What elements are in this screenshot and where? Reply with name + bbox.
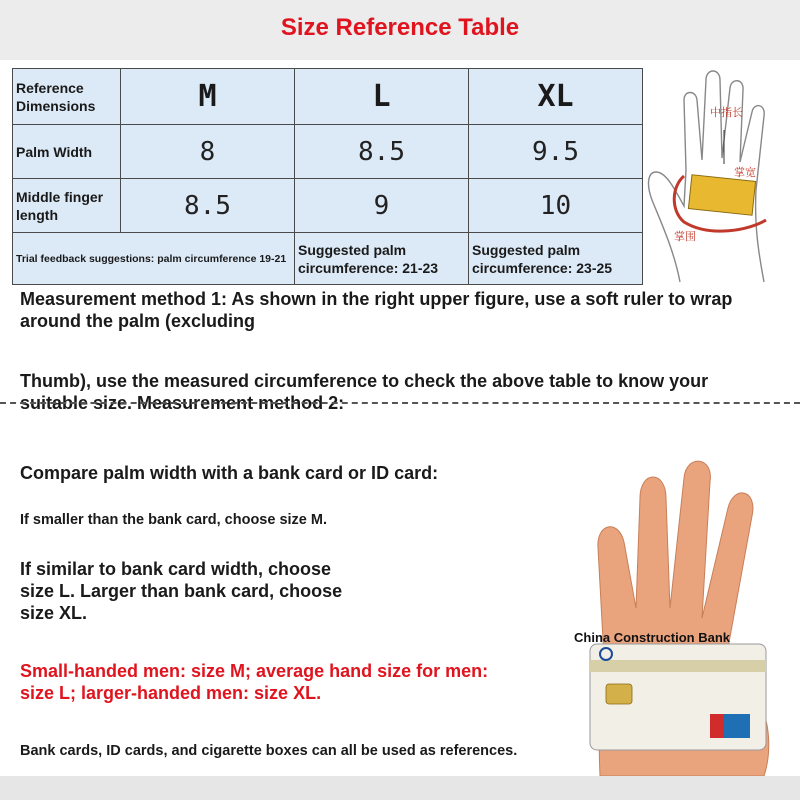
bank-card-label: China Construction Bank xyxy=(574,630,731,645)
xl-suggestion: Suggested palm circumference: 23-25 xyxy=(469,233,643,285)
unionpay-red-band xyxy=(710,714,724,738)
trial-feedback-note: Trial feedback suggestions: palm circumference 19-21 xyxy=(13,233,295,285)
middle-finger-m: 8.5 xyxy=(121,179,295,233)
dashed-divider xyxy=(0,402,800,404)
hand-measurement-diagram xyxy=(640,60,800,286)
table-row xyxy=(13,125,643,179)
size-l-header: L xyxy=(295,69,469,125)
references-text: Bank cards, ID cards, and cigarette boxes can all be used as references. xyxy=(20,743,518,759)
palm-width-l: 8.5 xyxy=(295,125,469,179)
row-label-middle-finger: Middle finger length xyxy=(13,179,121,233)
middle-finger-length-label: 中指长 xyxy=(710,106,743,119)
page-title: Size Reference Table xyxy=(280,14,520,41)
size-xl-header: XL xyxy=(469,69,643,125)
ruler-shape xyxy=(688,175,755,216)
palm-width-label: 掌宽 xyxy=(734,166,756,179)
method1-text-a: Measurement method 1: As shown in the right upper figure, use a soft ruler to wrap around the palm (excluding xyxy=(20,289,733,331)
palm-width-m: 8 xyxy=(121,125,295,179)
row-label-palm-width: Palm Width xyxy=(13,125,121,179)
palm-width-xl: 9.5 xyxy=(469,125,643,179)
card-stripe xyxy=(590,660,766,672)
middle-finger-xl: 10 xyxy=(469,179,643,233)
red-note-text: Small-handed men: size M; average hand size for men: size L; larger-handed men: size XL. xyxy=(20,661,489,703)
smaller-text: If smaller than the bank card, choose size M. xyxy=(20,512,328,528)
middle-finger-l: 9 xyxy=(295,179,469,233)
compare-text: Compare palm width with a bank card or ID card: xyxy=(20,463,439,483)
table-header-row xyxy=(13,69,643,125)
table-footer-row xyxy=(13,233,643,285)
size-reference-table xyxy=(12,68,643,285)
size-m-header: M xyxy=(121,69,295,125)
footer-band xyxy=(0,776,800,800)
method1-text-b: Thumb), use the measured circumference to check the above table to know your suitable size. Measurement method 2: xyxy=(20,371,709,413)
chip-icon xyxy=(606,684,632,704)
palm-circumference-label: 掌围 xyxy=(674,230,696,243)
l-suggestion: Suggested palm circumference: 21-23 xyxy=(295,233,469,285)
hand-with-card-image xyxy=(560,458,800,776)
corner-label: Reference Dimensions xyxy=(13,69,121,125)
table-row xyxy=(13,179,643,233)
similar-text: If similar to bank card width, choose size L. Larger than bank card, choose size XL. xyxy=(20,559,343,623)
